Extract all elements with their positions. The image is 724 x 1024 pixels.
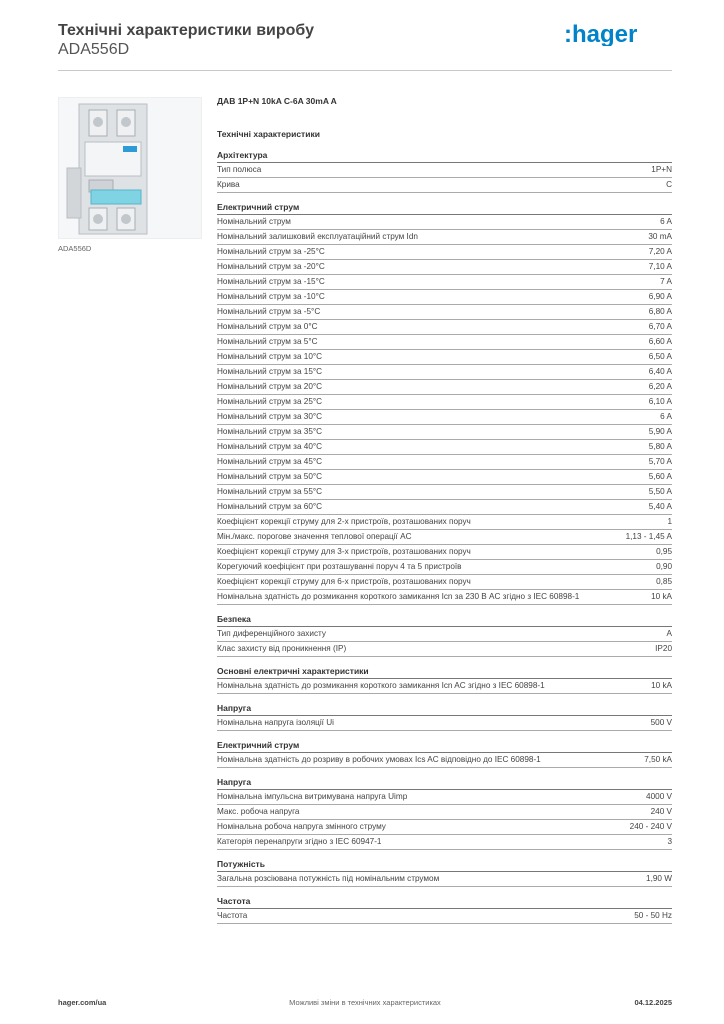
spec-value: 7,20 A xyxy=(648,247,672,256)
spec-label: Крива xyxy=(217,180,240,189)
spec-row xyxy=(217,260,672,275)
footer-date: 04.12.2025 xyxy=(634,998,672,1007)
spec-row xyxy=(217,163,672,178)
spec-content xyxy=(217,94,672,924)
spec-row xyxy=(217,440,672,455)
spec-value: 50 - 50 Hz xyxy=(634,911,672,920)
spec-value: 1P+N xyxy=(651,165,672,174)
spec-value: 0,90 xyxy=(656,562,672,571)
spec-section xyxy=(217,701,672,731)
spec-value: 0,95 xyxy=(656,547,672,556)
spec-row xyxy=(217,380,672,395)
spec-label: Частота xyxy=(217,911,248,920)
spec-value: 6,40 A xyxy=(648,367,672,376)
spec-label: Номінальний струм за 40°C xyxy=(217,442,323,451)
spec-label: Номінальна імпульсна витримувана напруга Uimp xyxy=(217,792,408,801)
spec-row xyxy=(217,530,672,545)
spec-section xyxy=(217,894,672,924)
spec-row xyxy=(217,365,672,380)
hager-logo xyxy=(564,22,654,46)
spec-label: Номінальний струм за 10°C xyxy=(217,352,323,361)
spec-label: Номінальний струм за -5°C xyxy=(217,307,321,316)
spec-row xyxy=(217,455,672,470)
spec-value: 7 A xyxy=(660,277,672,286)
spec-label: Тип полюса xyxy=(217,165,262,174)
spec-value: 240 V xyxy=(650,807,672,816)
spec-value: 6 A xyxy=(660,412,672,421)
spec-row xyxy=(217,835,672,850)
footer-website: hager.com/ua xyxy=(58,998,107,1007)
spec-value: 1,90 W xyxy=(646,874,672,883)
spec-value: 6,10 A xyxy=(648,397,672,406)
section-title: Основні електричні характеристики xyxy=(217,664,672,679)
spec-row xyxy=(217,230,672,245)
spec-label: Номінальний струм за 55°C xyxy=(217,487,323,496)
spec-row xyxy=(217,716,672,731)
spec-value: 5,60 A xyxy=(648,472,672,481)
hager-logo-text: :hager xyxy=(564,22,638,46)
spec-value: 30 mA xyxy=(648,232,672,241)
spec-value: 4000 V xyxy=(646,792,672,801)
spec-label: Номінальний струм за -10°C xyxy=(217,292,325,301)
spec-row xyxy=(217,627,672,642)
spec-label: Коефіцієнт корекції струму для 2-х пристроїв, розташованих поруч xyxy=(217,517,471,526)
spec-value: 1 xyxy=(667,517,672,526)
spec-label: Коефіцієнт корекції струму для 6-х пристроїв, розташованих поруч xyxy=(217,577,471,586)
spec-label: Номінальний струм за 60°C xyxy=(217,502,323,511)
spec-section xyxy=(217,612,672,657)
spec-value: 10 kA xyxy=(651,681,672,690)
product-code: ADA556D xyxy=(58,41,130,58)
spec-row xyxy=(217,515,672,530)
spec-row xyxy=(217,805,672,820)
section-title: Безпека xyxy=(217,612,672,627)
image-caption: ADA556D xyxy=(58,244,92,253)
spec-label: Номінальний струм за 45°C xyxy=(217,457,323,466)
spec-label: Номінальний залишковий експлуатаційний струм Idn xyxy=(217,232,418,241)
spec-row xyxy=(217,290,672,305)
spec-label: Категорія перенапруги згідно з IEC 60947-1 xyxy=(217,837,382,846)
spec-row xyxy=(217,500,672,515)
spec-row xyxy=(217,642,672,657)
spec-label: Номінальний струм за -15°C xyxy=(217,277,325,286)
spec-value: 6,50 A xyxy=(648,352,672,361)
section-title: Напруга xyxy=(217,701,672,716)
spec-row xyxy=(217,245,672,260)
spec-value: 6,60 A xyxy=(648,337,672,346)
spec-row xyxy=(217,485,672,500)
spec-row xyxy=(217,410,672,425)
spec-label: Корегуючий коефіцієнт при розташуванні поруч 4 та 5 пристроїв xyxy=(217,562,462,571)
spec-label: Макс. робоча напруга xyxy=(217,807,300,816)
spec-label: Номінальний струм за 35°C xyxy=(217,427,323,436)
spec-value: 7,10 A xyxy=(648,262,672,271)
page-header xyxy=(58,20,672,71)
spec-value: 5,50 A xyxy=(648,487,672,496)
spec-label: Номінальна робоча напруга змінного струму xyxy=(217,822,386,831)
spec-label: Клас захисту від проникнення (IP) xyxy=(217,644,347,653)
product-image xyxy=(58,97,202,239)
spec-row xyxy=(217,470,672,485)
spec-value: 1,13 - 1,45 A xyxy=(625,532,672,541)
spec-row xyxy=(217,560,672,575)
spec-value: C xyxy=(666,180,672,189)
spec-label: Номінальний струм за 0°C xyxy=(217,322,318,331)
spec-label: Тип диференційного захисту xyxy=(217,629,326,638)
spec-value: 5,40 A xyxy=(648,502,672,511)
spec-section xyxy=(217,775,672,850)
spec-value: 7,50 kA xyxy=(644,755,672,764)
spec-section xyxy=(217,857,672,887)
spec-heading: Технічні характеристики xyxy=(217,129,320,139)
spec-row xyxy=(217,575,672,590)
spec-row xyxy=(217,178,672,193)
spec-label: Номінальний струм за 30°C xyxy=(217,412,323,421)
section-title: Електричний струм xyxy=(217,200,672,215)
spec-row xyxy=(217,545,672,560)
spec-value: 6,90 A xyxy=(648,292,672,301)
spec-row xyxy=(217,335,672,350)
spec-label: Номінальний струм xyxy=(217,217,291,226)
spec-value: 500 V xyxy=(650,718,672,727)
spec-section xyxy=(217,148,672,193)
section-title: Архітектура xyxy=(217,148,672,163)
product-name: ДАВ 1P+N 10kA C-6A 30mA A xyxy=(217,96,337,106)
spec-row xyxy=(217,320,672,335)
spec-value: 5,90 A xyxy=(648,427,672,436)
spec-section xyxy=(217,738,672,768)
spec-value: 240 - 240 V xyxy=(629,822,672,831)
spec-value: 3 xyxy=(667,837,672,846)
spec-label: Номінальний струм за -25°C xyxy=(217,247,325,256)
spec-label: Номінальний струм за 15°C xyxy=(217,367,323,376)
spec-row xyxy=(217,909,672,924)
spec-value: 5,70 A xyxy=(648,457,672,466)
spec-label: Номінальний струм за 5°C xyxy=(217,337,318,346)
spec-row xyxy=(217,425,672,440)
spec-label: Номінальний струм за 20°C xyxy=(217,382,323,391)
spec-label: Мін./макс. порогове значення теплової операції AC xyxy=(217,532,412,541)
spec-sections xyxy=(217,148,672,924)
circuit-breaker-icon xyxy=(59,98,201,238)
spec-label: Загальна розсіювана потужність під номінальним струмом xyxy=(217,874,440,883)
spec-value: 6,80 A xyxy=(648,307,672,316)
spec-row xyxy=(217,275,672,290)
section-title: Електричний струм xyxy=(217,738,672,753)
spec-row xyxy=(217,350,672,365)
spec-row xyxy=(217,753,672,768)
spec-value: 6,20 A xyxy=(648,382,672,391)
spec-label: Номінальний струм за 25°C xyxy=(217,397,323,406)
spec-value: 6 A xyxy=(660,217,672,226)
spec-label: Номінальна здатність до розмикання короткого замикання Icn за 230 В AC згідно з IEC 60898-1 xyxy=(217,592,580,601)
spec-row xyxy=(217,395,672,410)
footer-disclaimer: Можливі зміни в технічних характеристиках xyxy=(289,998,441,1007)
section-title: Частота xyxy=(217,894,672,909)
spec-label: Номінальна напруга ізоляції Ui xyxy=(217,718,334,727)
spec-value: 10 kA xyxy=(651,592,672,601)
spec-row xyxy=(217,590,672,605)
spec-row xyxy=(217,872,672,887)
spec-label: Коефіцієнт корекції струму для 3-х пристроїв, розташованих поруч xyxy=(217,547,471,556)
spec-label: Номінальна здатність до розриву в робочих умовах Ics AC відповідно до IEC 60898-1 xyxy=(217,755,541,764)
page-title: Технічні характеристики виробу xyxy=(58,22,314,39)
spec-row xyxy=(217,820,672,835)
spec-section xyxy=(217,664,672,694)
spec-value: IP20 xyxy=(655,644,672,653)
spec-value: 5,80 A xyxy=(648,442,672,451)
section-title: Напруга xyxy=(217,775,672,790)
spec-row xyxy=(217,215,672,230)
spec-section xyxy=(217,200,672,605)
spec-label: Номінальна здатність до розмикання короткого замикання Icn AC згідно з IEC 60898-1 xyxy=(217,681,545,690)
section-title: Потужність xyxy=(217,857,672,872)
spec-row xyxy=(217,790,672,805)
spec-label: Номінальний струм за 50°C xyxy=(217,472,323,481)
spec-value: 0,85 xyxy=(656,577,672,586)
spec-value: A xyxy=(666,629,672,638)
spec-label: Номінальний струм за -20°C xyxy=(217,262,325,271)
spec-value: 6,70 A xyxy=(648,322,672,331)
spec-row xyxy=(217,679,672,694)
spec-row xyxy=(217,305,672,320)
